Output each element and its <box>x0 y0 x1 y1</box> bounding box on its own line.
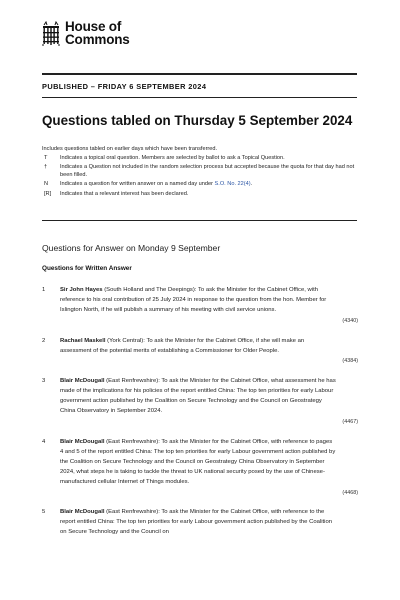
question-text <box>60 507 336 537</box>
legend-text: Indicates a Question not included in the random selection process but accepted because the quota for that day had not been filled. <box>60 164 355 178</box>
question-body: (York Central): To ask the Minister for the Cabinet Office, if she will make an assessment of the potential merits of establishing a Commissioner for Older People. <box>60 338 305 355</box>
question-body: (South Holland and The Deepings): To ask the Minister for the Cabinet Office, with reference to his oral contribution of 25 July 2024 in response to the question from the hon. Member for Islington North, if he will publish a summary of his meeting with civil service unions. <box>60 287 327 314</box>
legend-item-dagger <box>42 164 362 179</box>
legend <box>42 146 362 199</box>
question-text <box>60 285 336 315</box>
standing-order-link[interactable]: S.O. No. 22(4) <box>214 181 251 188</box>
legend-intro: Includes questions tabled on earlier days which have been transferred. <box>42 146 218 152</box>
house-of-commons-logo <box>42 20 142 52</box>
question-reference: (4340) <box>342 318 358 324</box>
legend-text-suffix: . <box>250 181 253 188</box>
published-rule <box>42 97 357 98</box>
published-date: PUBLISHED – FRIDAY 6 SEPTEMBER 2024 <box>42 82 207 91</box>
question-number: 5 <box>42 509 46 515</box>
question-item <box>42 376 358 428</box>
logo-wordmark <box>65 20 130 46</box>
question-number: 4 <box>42 439 46 445</box>
legend-symbol: N <box>44 181 49 188</box>
page-title: Questions tabled on Thursday 5 September 2024 <box>42 113 353 128</box>
legend-symbol: [R] <box>44 190 52 197</box>
legend-text: Indicates that a relevant interest has been declared. <box>60 190 189 197</box>
question-item <box>42 285 358 327</box>
question-item <box>42 507 358 539</box>
question-text <box>60 336 336 356</box>
member-name: Rachael Maskell <box>60 338 106 344</box>
section-heading: Questions for Answer on Monday 9 September <box>42 243 221 253</box>
legend-item-relevant-interest <box>42 191 362 199</box>
question-body: (East Renfrewshire): To ask the Minister for the Cabinet Office, with reference to pages 4 and 5 of the report entitled China: The top ten priorities for early Labour government action published by the Coalition on Secure Technology and the Council on Geostrategy China Observatory in September 2024, what steps he is taking to tackle the threat to UK national security posed by the use of Chinese-manufactured cellular Internet of Things modules. <box>60 439 336 486</box>
question-text <box>60 437 336 487</box>
question-number: 3 <box>42 378 46 384</box>
logo-line-2: Commons <box>65 32 130 47</box>
legend-rule <box>42 220 357 221</box>
legend-text: Indicates a topical oral question. Members are selected by ballot to ask a Topical Question. <box>60 154 285 161</box>
legend-symbol: † <box>44 164 48 171</box>
legend-item-named-day <box>42 181 362 189</box>
question-reference: (4384) <box>342 358 358 364</box>
portcullis-icon <box>42 21 60 47</box>
question-number: 2 <box>42 338 46 344</box>
question-number: 1 <box>42 287 46 293</box>
member-name: Blair McDougall <box>60 378 105 384</box>
question-text <box>60 376 336 416</box>
question-reference: (4468) <box>342 490 358 496</box>
member-name: Sir John Hayes <box>60 287 103 293</box>
question-reference: (4467) <box>342 419 358 425</box>
question-body: (East Renfrewshire): To ask the Minister for the Cabinet Office, what assessment he has made of the implications for his policies of the report entitled China: The top ten priorities for early Labour government action published by the Coalition on Secure Technology and the Council on Geostrategy China Observatory in September 2024. <box>60 378 336 415</box>
top-rule <box>42 73 357 75</box>
member-name: Blair McDougall <box>60 509 105 515</box>
legend-text-main: Indicates a question for written answer on a named day under <box>60 181 215 188</box>
logo-line-1: House of <box>65 19 122 34</box>
question-body: (East Renfrewshire): To ask the Minister for the Cabinet Office, with reference to the report entitled China: The top ten priorities for early Labour government action published by the Coalition on Secure Technology and the Council on <box>60 509 333 536</box>
legend-item-topical <box>42 155 362 163</box>
question-item <box>42 336 358 368</box>
question-item <box>42 437 358 499</box>
legend-text <box>60 181 362 189</box>
member-name: Blair McDougall <box>60 439 105 445</box>
sub-heading: Questions for Written Answer <box>42 265 132 272</box>
legend-symbol: T <box>44 154 48 161</box>
